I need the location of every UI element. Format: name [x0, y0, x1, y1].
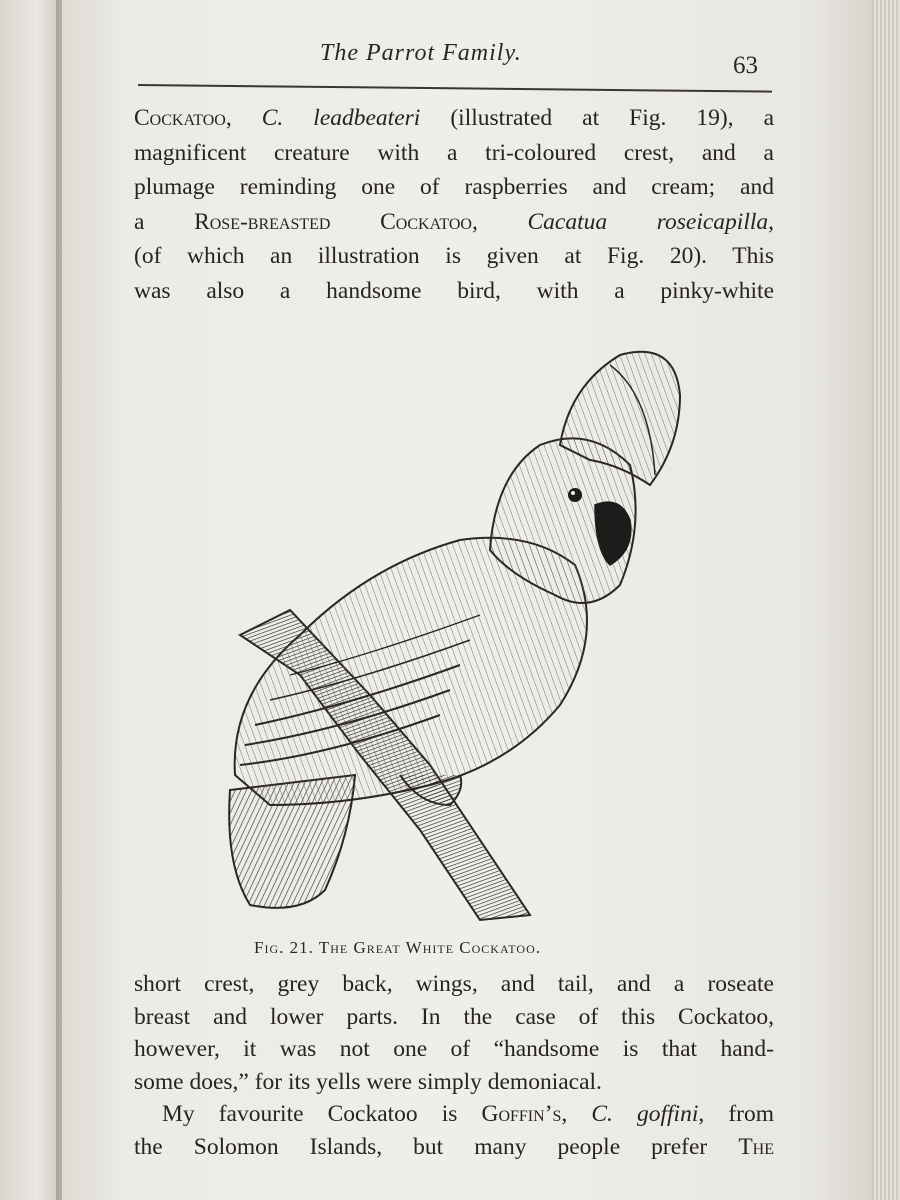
text-line: the Solomon Islands, but many people prefer The: [134, 1133, 774, 1160]
page-number: 63: [733, 52, 758, 79]
text-line: plumage reminding one of raspberries and cream; and: [134, 174, 774, 200]
left-page-edge: [0, 0, 60, 1200]
text-line: short crest, grey back, wings, and tail, and a roseate: [134, 971, 774, 997]
page-stack-edge: [872, 0, 900, 1200]
running-header: The Parrot Family.: [320, 40, 522, 66]
text-line: magnificent creature with a tri-coloured crest, and a: [134, 139, 774, 166]
paragraph-top: [134, 101, 774, 308]
text-line: (of which an illustration is given at Fig. 20). This: [134, 243, 774, 269]
text-line: breast and lower parts. In the case of this Cockatoo,: [134, 1003, 774, 1030]
text-line: Cockatoo, C. leadbeateri (illustrated at Fig. 19), a: [134, 105, 775, 131]
figure-caption: Fig. 21. The Great White Cockatoo.: [254, 938, 541, 957]
cockatoo-illustration: [210, 335, 710, 925]
paragraph-bottom: [134, 968, 774, 1163]
text-line: some does,” for its yells were simply demoniacal.: [134, 1068, 602, 1095]
text-line: a Rose-breasted Cockatoo, Cacatua roseicapilla,: [134, 208, 775, 235]
text-line: however, it was not one of “handsome is that hand-: [134, 1036, 774, 1062]
text-line: My favourite Cockatoo is Goffin’s, C. goffini, from: [162, 1101, 774, 1127]
text-line: was also a handsome bird, with a pinky-white: [134, 277, 774, 304]
